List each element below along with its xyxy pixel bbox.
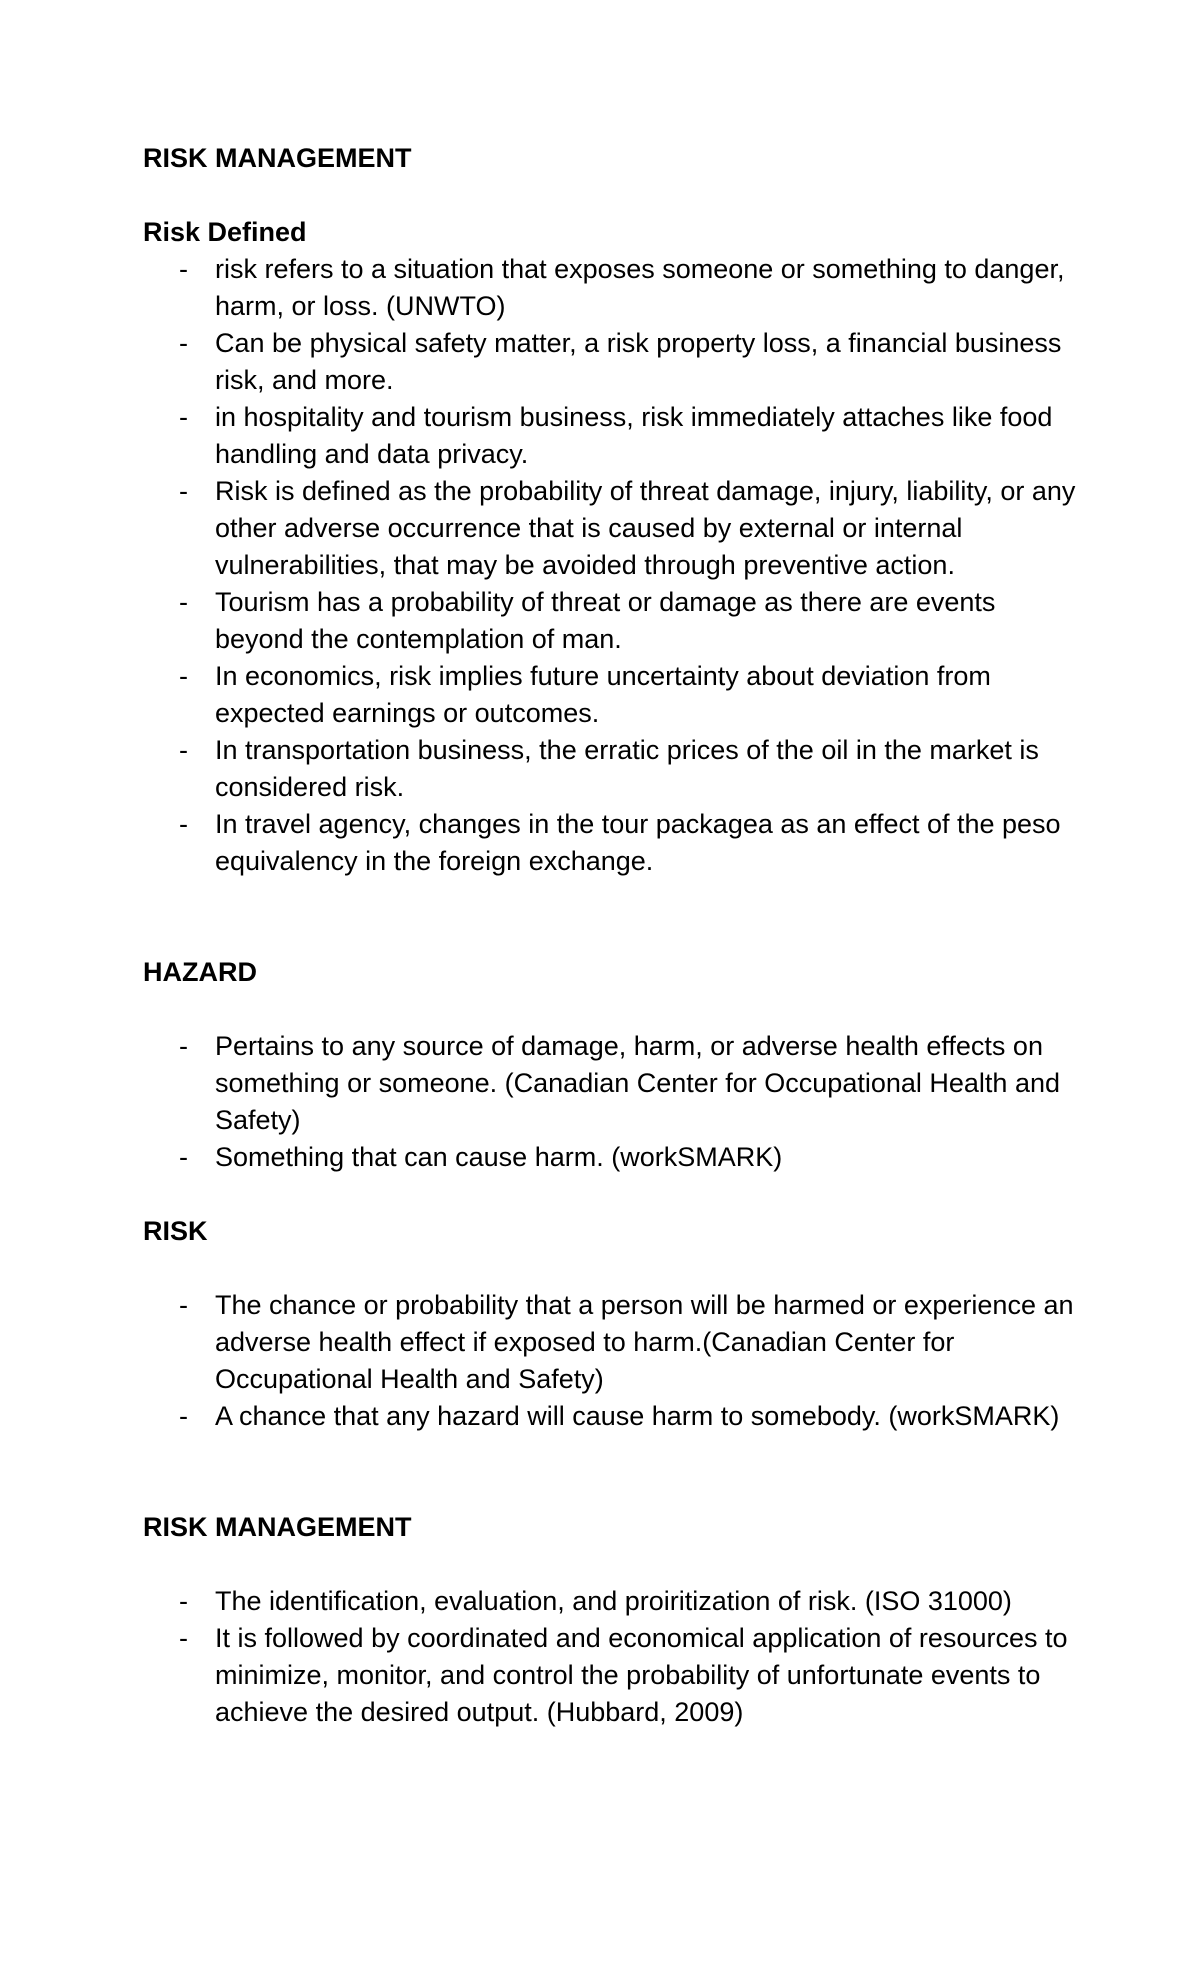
list-item-text: in hospitality and tourism business, risk immediately attaches like food handling and data privacy. bbox=[215, 402, 1053, 469]
list-item-text: Tourism has a probability of threat or damage as there are events beyond the contemplation of man. bbox=[215, 587, 996, 654]
list-item bbox=[143, 1583, 1085, 1620]
list-item-text: Something that can cause harm. (workSMARK) bbox=[215, 1142, 783, 1172]
list-item-text: A chance that any hazard will cause harm to somebody. (workSMARK) bbox=[215, 1401, 1060, 1431]
bullet-dash: - bbox=[179, 402, 188, 432]
list-item-text: In economics, risk implies future uncertainty about deviation from expected earnings or outcomes. bbox=[215, 661, 991, 728]
bullet-list bbox=[143, 251, 1080, 880]
list-item-text: Can be physical safety matter, a risk property loss, a financial business risk, and more. bbox=[215, 328, 1062, 395]
bullet-dash: - bbox=[179, 1586, 188, 1616]
list-item bbox=[143, 584, 1085, 658]
list-item-text: Risk is defined as the probability of threat damage, injury, liability, or any other adverse occurrence that is caused by external or internal vulnerabilities, that may be avoided through preventive action. bbox=[215, 476, 1076, 580]
document-title: RISK MANAGEMENT bbox=[143, 143, 412, 173]
bullet-dash: - bbox=[179, 1401, 188, 1431]
bullet-dash: - bbox=[179, 1290, 188, 1320]
list-item-text: In transportation business, the erratic prices of the oil in the market is considered risk. bbox=[215, 735, 1039, 802]
spacer bbox=[143, 1435, 1080, 1509]
section-heading: HAZARD bbox=[143, 957, 257, 987]
spacer bbox=[143, 1176, 1080, 1213]
list-item bbox=[143, 1620, 1085, 1731]
section-hazard bbox=[143, 954, 1080, 1176]
list-item bbox=[143, 1287, 1085, 1398]
spacer bbox=[143, 1546, 1080, 1583]
bullet-dash: - bbox=[179, 328, 188, 358]
spacer bbox=[143, 1250, 1080, 1287]
section-risk-management bbox=[143, 1509, 1080, 1731]
list-item bbox=[143, 251, 1085, 325]
list-item bbox=[143, 1398, 1085, 1435]
bullet-list bbox=[143, 1583, 1080, 1731]
bullet-dash: - bbox=[179, 735, 188, 765]
section-heading: RISK MANAGEMENT bbox=[143, 1512, 412, 1542]
bullet-list bbox=[143, 1287, 1080, 1435]
bullet-dash: - bbox=[179, 1623, 188, 1653]
list-item-text: It is followed by coordinated and economical application of resources to minimize, monitor, and control the probability of unfortunate events to achieve the desired output. (Hubbard, 2009) bbox=[215, 1623, 1068, 1727]
list-item bbox=[143, 658, 1085, 732]
section-heading: RISK bbox=[143, 1216, 208, 1246]
bullet-dash: - bbox=[179, 587, 188, 617]
list-item-text: risk refers to a situation that exposes someone or something to danger, harm, or loss. (UNWTO) bbox=[215, 254, 1065, 321]
section-risk bbox=[143, 1213, 1080, 1435]
list-item bbox=[143, 1028, 1085, 1139]
list-item-text: The chance or probability that a person will be harmed or experience an adverse health effect if exposed to harm.(Canadian Center for Occupational Health and Safety) bbox=[215, 1290, 1074, 1394]
section-risk-defined bbox=[143, 214, 1080, 880]
list-item-text: The identification, evaluation, and proiritization of risk. (ISO 31000) bbox=[215, 1586, 1012, 1616]
bullet-dash: - bbox=[179, 661, 188, 691]
bullet-list bbox=[143, 1028, 1080, 1176]
bullet-dash: - bbox=[179, 254, 188, 284]
spacer bbox=[143, 177, 1080, 214]
list-item-text: In travel agency, changes in the tour packagea as an effect of the peso equivalency in the foreign exchange. bbox=[215, 809, 1061, 876]
bullet-dash: - bbox=[179, 1031, 188, 1061]
bullet-dash: - bbox=[179, 476, 188, 506]
bullet-dash: - bbox=[179, 809, 188, 839]
spacer bbox=[143, 880, 1080, 954]
list-item bbox=[143, 1139, 1085, 1176]
list-item bbox=[143, 732, 1085, 806]
list-item bbox=[143, 325, 1085, 399]
section-heading: Risk Defined bbox=[143, 217, 307, 247]
list-item bbox=[143, 473, 1085, 584]
list-item-text: Pertains to any source of damage, harm, or adverse health effects on something or someone. (Canadian Center for Occupational Health and Safety) bbox=[215, 1031, 1060, 1135]
spacer bbox=[143, 991, 1080, 1028]
list-item bbox=[143, 399, 1085, 473]
list-item bbox=[143, 806, 1085, 880]
bullet-dash: - bbox=[179, 1142, 188, 1172]
